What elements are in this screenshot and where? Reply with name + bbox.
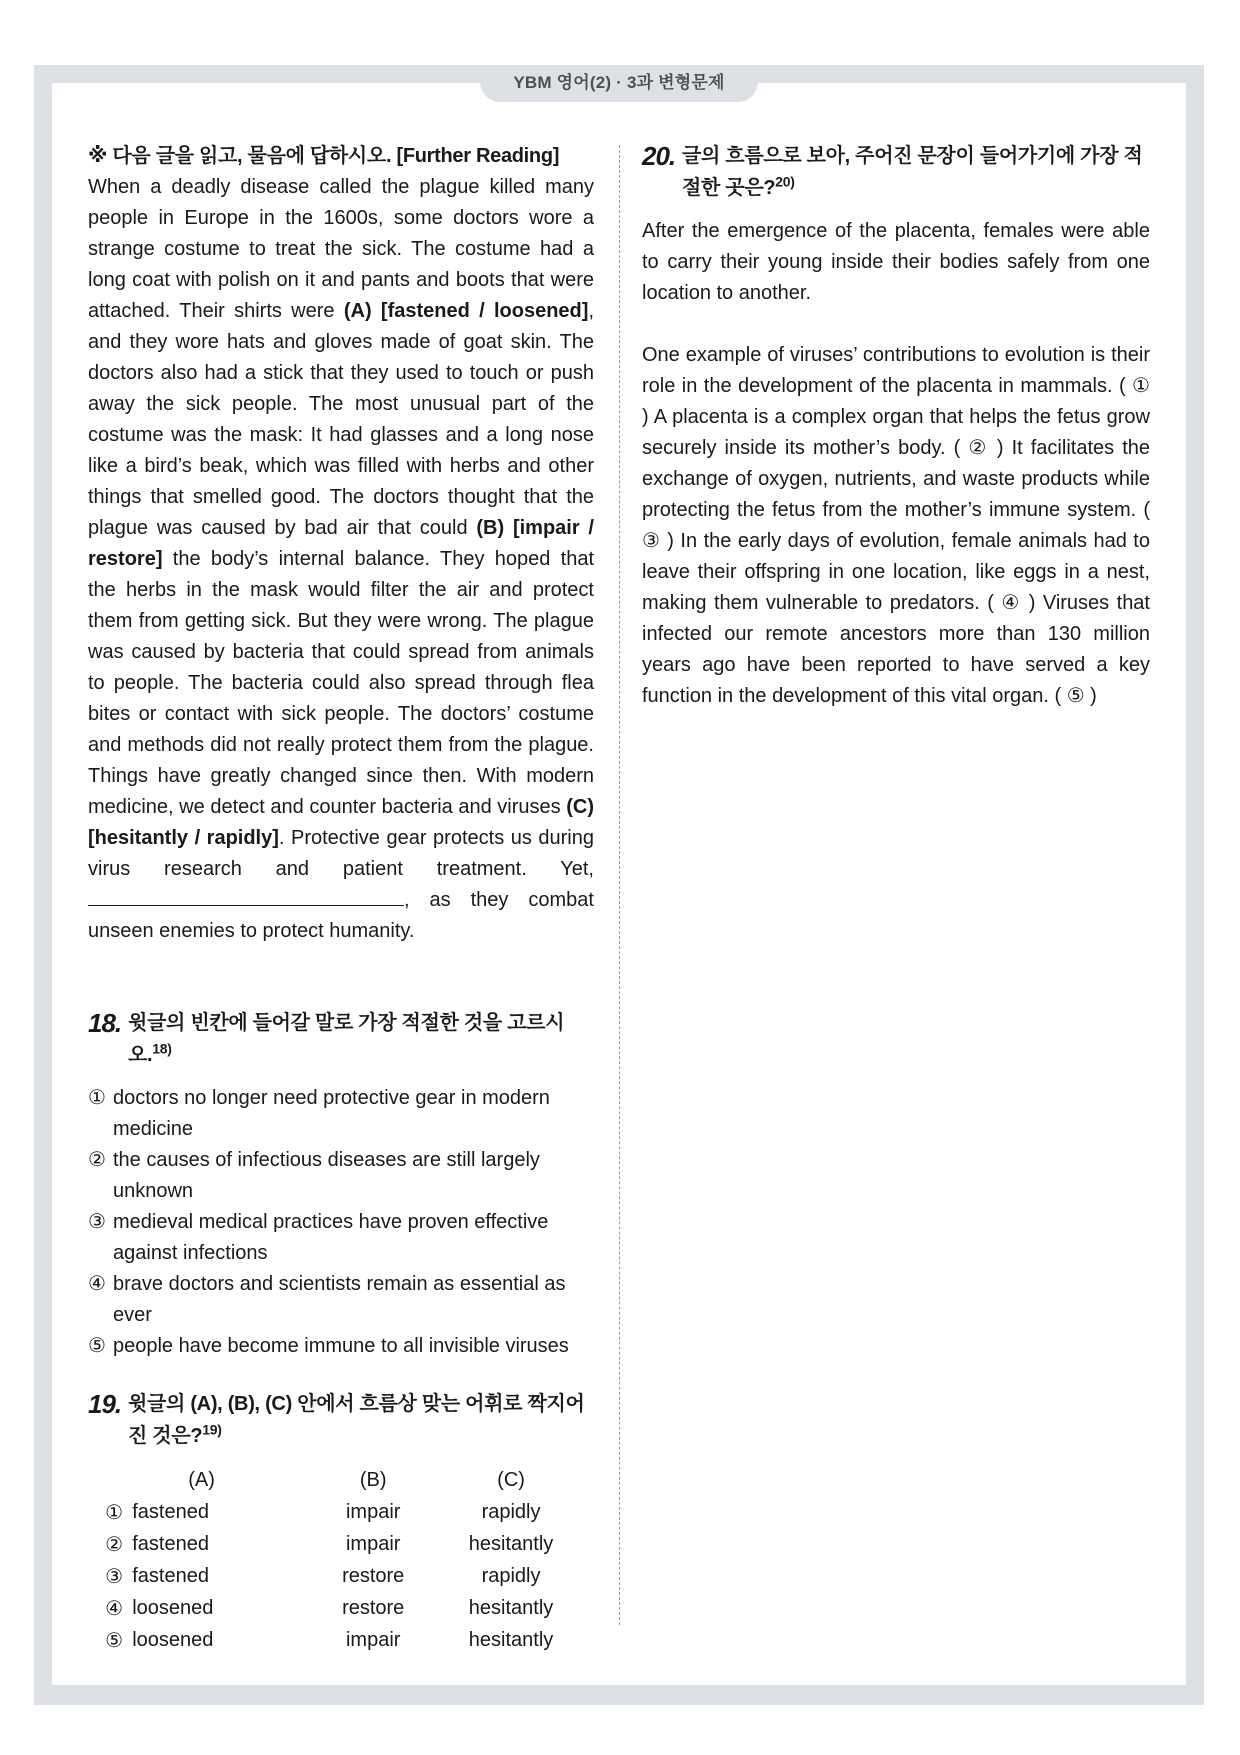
option-3[interactable] xyxy=(88,1207,594,1269)
choice-a: (A) [fastened / loosened] xyxy=(343,300,589,322)
question-20-header xyxy=(642,140,1150,204)
table-row[interactable] xyxy=(88,1496,594,1528)
cell-a: loosened xyxy=(132,1596,214,1619)
option-mark: ① xyxy=(105,1501,124,1524)
column-divider xyxy=(619,145,620,1625)
option-mark: ③ xyxy=(105,1565,124,1588)
right-column xyxy=(642,140,1150,712)
cell-c: hesitantly xyxy=(468,1628,554,1651)
option-mark: ⑤ xyxy=(88,1335,106,1357)
option-4[interactable] xyxy=(88,1269,594,1331)
option-text: brave doctors and scientists remain as essential as ever xyxy=(113,1273,566,1326)
header-b: (B) xyxy=(359,1468,387,1491)
passage-part-2: , and they wore hats and gloves made of goat skin. The doctors also had a stick that they used to touch or push away the sick people. The most unusual part of the costume was the mask: It had glasses and a long nose like a bird’s beak, which was filled with herbs and other things that smelled good. The doctors thought that the plague was caused by bad air that could xyxy=(88,300,594,539)
question-text: 윗글의 (A), (B), (C) 안에서 흐름상 맞는 어휘로 짝지어진 것은? xyxy=(128,1393,585,1447)
option-2[interactable] xyxy=(88,1145,594,1207)
header-c: (C) xyxy=(497,1468,525,1491)
option-text: the causes of infectious diseases are still largely unknown xyxy=(113,1149,540,1202)
question-18-header xyxy=(88,1007,594,1071)
instruction: ※ 다음 글을 읽고, 물음에 답하시오. [Further Reading] xyxy=(88,145,560,167)
cell-a: fastened xyxy=(132,1532,209,1555)
option-mark: ③ xyxy=(88,1211,106,1233)
passage-part-3: the body’s internal balance. They hoped that the herbs in the mask would filter the air and protect them from getting sick. But they were wrong. The plague was caused by bacteria that could spread from animals to people. The bacteria could also spread through flea bites or contact with sick people. The doctors’ costume and methods did not really protect them from the plague. Things have greatly changed since then. With modern medicine, we detect and counter bacteria and viruses xyxy=(88,548,594,818)
passage-part-4: . Protective gear protects us during virus research and patient treatment. Yet, xyxy=(88,827,594,880)
cell-c: rapidly xyxy=(481,1564,541,1587)
option-1[interactable] xyxy=(88,1083,594,1145)
choice-b: (B) [impair / restore] xyxy=(88,517,594,570)
cell-c: hesitantly xyxy=(468,1532,554,1555)
vocab-choice-table xyxy=(88,1464,594,1656)
table-row[interactable] xyxy=(88,1592,594,1624)
choice-c: (C) [hesitantly / rapidly] xyxy=(88,796,594,849)
option-mark: ⑤ xyxy=(105,1629,124,1652)
footnote-ref: 20) xyxy=(775,173,795,190)
cell-b: impair xyxy=(345,1628,401,1651)
option-mark: ④ xyxy=(105,1597,124,1620)
option-mark: ② xyxy=(105,1533,124,1556)
cell-b: impair xyxy=(345,1532,401,1555)
header-title: YBM 영어(2) · 3과 변형문제 xyxy=(480,66,758,102)
question-number: 19. xyxy=(88,1389,122,1419)
header-a: (A) xyxy=(188,1468,215,1491)
option-mark: ② xyxy=(88,1149,106,1171)
option-text: doctors no longer need protective gear in modern medicine xyxy=(113,1087,550,1140)
question-18-options xyxy=(88,1083,594,1362)
cell-a: loosened xyxy=(132,1628,214,1651)
option-text: people have become immune to all invisible viruses xyxy=(113,1335,569,1357)
question-number: 20. xyxy=(642,141,676,171)
question-text: 윗글의 빈칸에 들어갈 말로 가장 적절한 것을 고르시오. xyxy=(128,1012,565,1066)
option-mark: ④ xyxy=(88,1273,106,1295)
cell-a: fastened xyxy=(132,1500,209,1523)
question-19-header xyxy=(88,1388,594,1452)
cell-c: rapidly xyxy=(481,1500,541,1523)
answer-blank xyxy=(88,887,404,906)
option-5[interactable] xyxy=(88,1331,594,1362)
question-text: 글의 흐름으로 보아, 주어진 문장이 들어가기에 가장 적절한 곳은? xyxy=(682,145,1143,199)
table-row[interactable] xyxy=(88,1560,594,1592)
cell-b: impair xyxy=(345,1500,401,1523)
option-text: medieval medical practices have proven effective against infections xyxy=(113,1211,549,1264)
cell-a: fastened xyxy=(132,1564,209,1587)
cell-b: restore xyxy=(342,1564,405,1587)
passage-part-1: When a deadly disease called the plague killed many people in Europe in the 1600s, some doctors wore a strange costume to treat the sick. The costume had a long coat with polish on it and pants and boots that were attached. Their shirts were xyxy=(88,176,594,322)
table-row[interactable] xyxy=(88,1528,594,1560)
question-number: 18. xyxy=(88,1008,122,1038)
cell-c: hesitantly xyxy=(468,1596,554,1619)
footnote-ref: 18) xyxy=(152,1040,172,1057)
option-mark: ① xyxy=(88,1087,106,1109)
insertion-passage: One example of viruses’ contributions to evolution is their role in the development of the placenta in mammals. ( ① ) A placenta is a complex organ that helps the fetus grow securely inside its mother’s body. ( ② ) It facilitates the exchange of oxygen, nutrients, and waste products while protecting the fetus from the mother’s immune system. ( ③ ) In the early days of evolution, female animals had to leave their offspring in one location, like eggs in a nest, making them vulnerable to predators. ( ④ ) Viruses that infected our remote ancestors more than 130 million years ago have been reported to have served a key function in the development of this vital organ. ( ⑤ ) xyxy=(642,344,1150,707)
reading-passage xyxy=(88,172,594,947)
footnote-ref: 19) xyxy=(202,1421,222,1438)
table-header-row xyxy=(88,1464,594,1496)
given-sentence: After the emergence of the placenta, females were able to carry their young inside their bodies safely from one location to another. xyxy=(642,220,1150,304)
left-column xyxy=(88,140,594,1656)
table-row[interactable] xyxy=(88,1624,594,1656)
cell-b: restore xyxy=(342,1596,405,1619)
passage-part-5: , as they combat unseen enemies to protect humanity. xyxy=(88,889,594,942)
